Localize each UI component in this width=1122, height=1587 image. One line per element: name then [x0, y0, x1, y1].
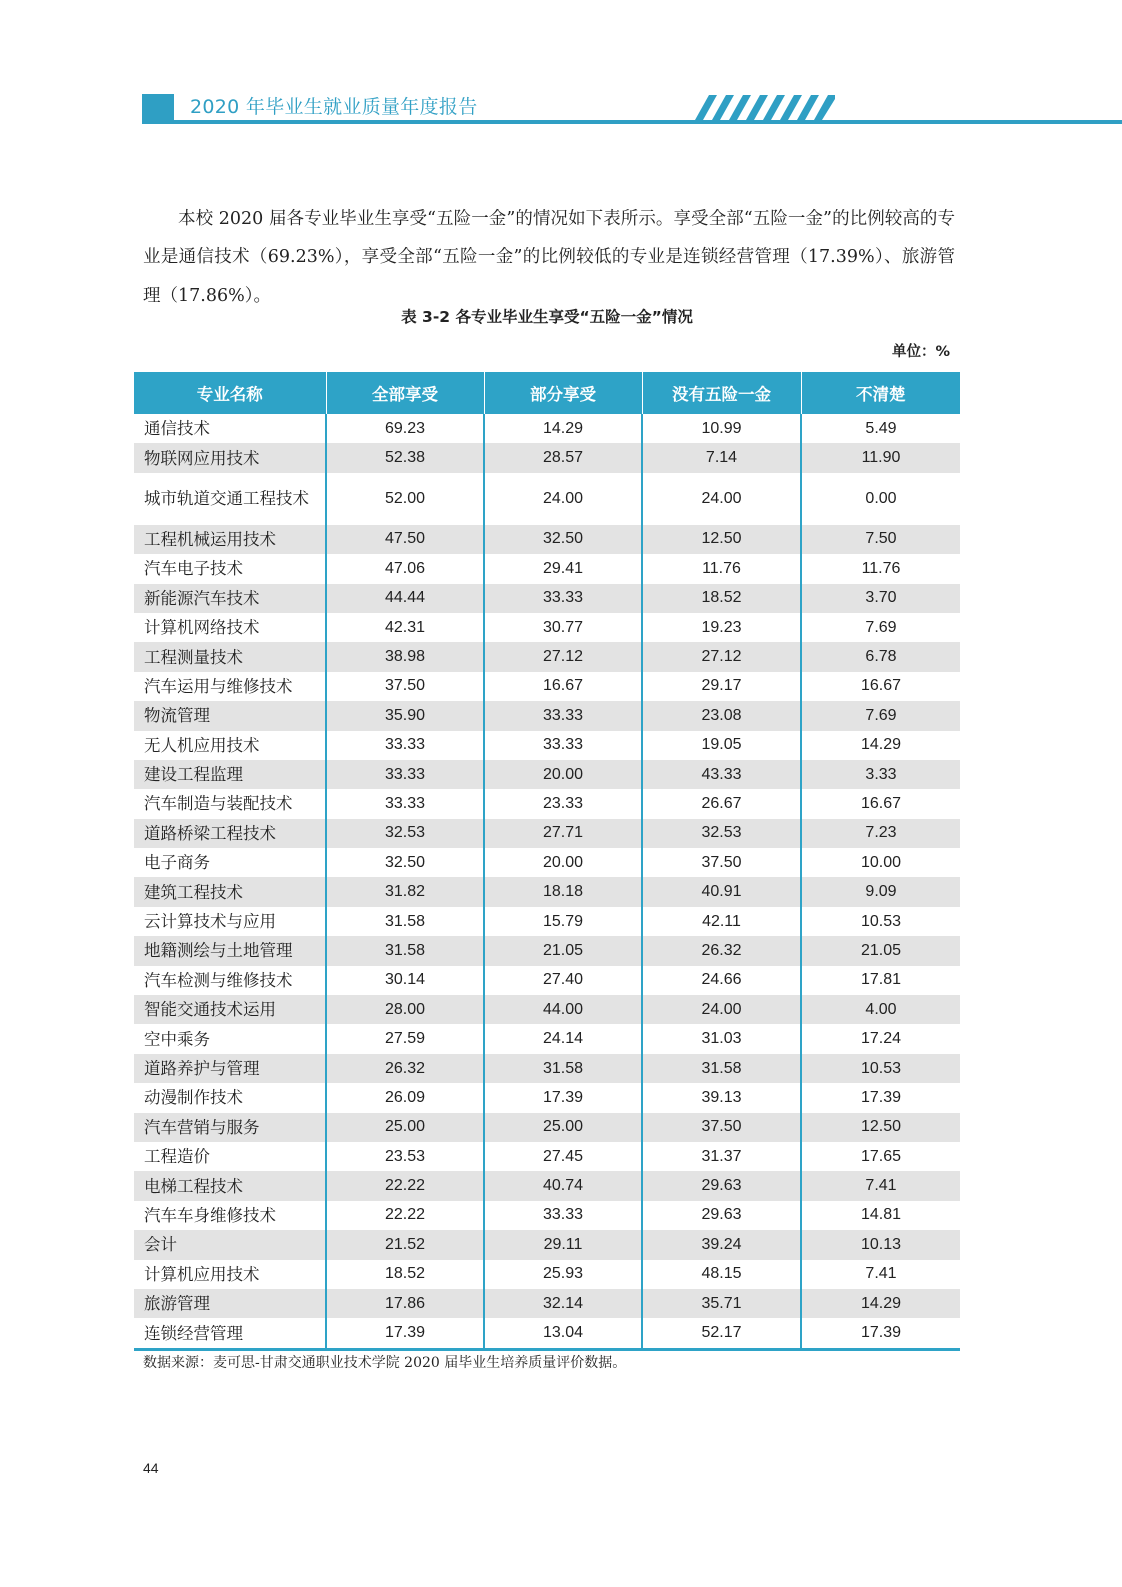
major-name-cell: 智能交通技术运用: [134, 995, 326, 1024]
major-name-cell: 新能源汽车技术: [134, 584, 326, 613]
table-row: [134, 966, 960, 995]
major-name-cell: 建设工程监理: [134, 760, 326, 789]
value-cell: 11.76: [801, 554, 960, 583]
value-cell: 37.50: [642, 1113, 801, 1142]
value-cell: 31.82: [326, 877, 484, 906]
major-name-cell: 汽车电子技术: [144, 559, 243, 579]
table-row: [134, 554, 960, 583]
value-cell: 40.74: [484, 1171, 642, 1200]
value-cell: 21.52: [326, 1230, 484, 1259]
table-row: [134, 642, 960, 671]
value-cell: 29.17: [642, 672, 801, 701]
value-cell: 7.50: [801, 525, 960, 554]
value-cell: 17.39: [326, 1318, 484, 1349]
value-cell: 32.14: [484, 1289, 642, 1318]
value-cell: 39.13: [642, 1083, 801, 1112]
table-row: [134, 848, 960, 877]
value-cell: 17.65: [801, 1142, 960, 1171]
major-name-cell: 空中乘务: [144, 1029, 210, 1049]
header-title: 2020 年毕业生就业质量年度报告: [190, 96, 478, 118]
table-row: [134, 1318, 960, 1349]
table-row: [134, 525, 960, 554]
value-cell: 40.91: [642, 877, 801, 906]
value-cell: 17.24: [801, 1024, 960, 1053]
column-header: 不清楚: [801, 372, 960, 414]
value-cell: 13.04: [484, 1318, 642, 1349]
major-name-cell: 道路养护与管理: [134, 1054, 326, 1083]
table-row: [134, 1230, 960, 1259]
major-name-cell: 工程测量技术: [134, 642, 326, 671]
table-row: [134, 907, 960, 936]
value-cell: 18.52: [642, 584, 801, 613]
value-cell: 27.12: [642, 642, 801, 671]
value-cell: 31.37: [642, 1142, 801, 1171]
major-name-cell: 工程造价: [144, 1147, 210, 1167]
major-name-cell: 连锁经营管理: [134, 1318, 326, 1349]
value-cell: 69.23: [326, 414, 484, 443]
value-cell: 28.00: [326, 995, 484, 1024]
table-row: [134, 1142, 960, 1171]
major-name-cell: 电子商务: [144, 853, 210, 873]
value-cell: 21.05: [801, 936, 960, 965]
value-cell: 14.81: [801, 1201, 960, 1230]
major-name-cell: 电梯工程技术: [134, 1171, 326, 1200]
value-cell: 6.78: [801, 642, 960, 671]
table-row: [134, 414, 960, 443]
value-cell: 52.38: [326, 443, 484, 472]
value-cell: 31.58: [326, 936, 484, 965]
value-cell: 24.14: [484, 1024, 642, 1053]
value-cell: 32.53: [326, 819, 484, 848]
table-row: [134, 760, 960, 789]
value-cell: 7.41: [801, 1171, 960, 1200]
value-cell: 27.45: [484, 1142, 642, 1171]
major-name-cell: 汽车车身维修技术: [144, 1205, 276, 1225]
value-cell: 33.33: [484, 1201, 642, 1230]
value-cell: 47.06: [326, 554, 484, 583]
column-header: 全部享受: [326, 372, 484, 414]
data-source-note: 数据来源：麦可思-甘肃交通职业技术学院 2020 届毕业生培养质量评价数据。: [143, 1355, 627, 1371]
value-cell: 47.50: [326, 525, 484, 554]
header-stripes-decoration: [695, 95, 835, 123]
value-cell: 26.67: [642, 789, 801, 818]
table-row: [134, 1171, 960, 1200]
value-cell: 11.90: [801, 443, 960, 472]
value-cell: 33.33: [326, 789, 484, 818]
major-name-cell: 汽车检测与维修技术: [144, 970, 293, 990]
table-row: [134, 1054, 960, 1083]
value-cell: 21.05: [484, 936, 642, 965]
value-cell: 32.50: [326, 848, 484, 877]
value-cell: 43.33: [642, 760, 801, 789]
table-row: [134, 1201, 960, 1230]
value-cell: 7.69: [801, 613, 960, 642]
major-name-cell: 地籍测绘与土地管理: [134, 936, 326, 965]
insurance-table: [134, 372, 960, 1351]
value-cell: 18.18: [484, 877, 642, 906]
value-cell: 33.33: [326, 760, 484, 789]
value-cell: 24.66: [642, 966, 801, 995]
value-cell: 28.57: [484, 443, 642, 472]
value-cell: 4.00: [801, 995, 960, 1024]
major-name-cell: 计算机网络技术: [144, 618, 260, 638]
value-cell: 29.41: [484, 554, 642, 583]
value-cell: 29.11: [484, 1230, 642, 1259]
value-cell: 32.50: [484, 525, 642, 554]
value-cell: 33.33: [326, 731, 484, 760]
major-name-cell: 动漫制作技术: [144, 1088, 243, 1108]
value-cell: 31.58: [642, 1054, 801, 1083]
value-cell: 33.33: [484, 731, 642, 760]
value-cell: 0.00: [801, 473, 960, 525]
value-cell: 14.29: [801, 1289, 960, 1318]
major-name-cell: 汽车营销与服务: [134, 1113, 326, 1142]
value-cell: 10.13: [801, 1230, 960, 1259]
table-row: [134, 1113, 960, 1142]
value-cell: 24.00: [484, 473, 642, 525]
table-row: [134, 701, 960, 730]
value-cell: 16.67: [801, 672, 960, 701]
value-cell: 11.76: [642, 554, 801, 583]
value-cell: 10.00: [801, 848, 960, 877]
value-cell: 42.11: [642, 907, 801, 936]
table-header-row: [134, 372, 960, 414]
table-row: [134, 443, 960, 472]
value-cell: 27.12: [484, 642, 642, 671]
value-cell: 29.63: [642, 1201, 801, 1230]
value-cell: 37.50: [642, 848, 801, 877]
value-cell: 30.77: [484, 613, 642, 642]
table-row: [134, 1260, 960, 1289]
column-header: 专业名称: [134, 372, 326, 414]
major-name-cell: 通信技术: [144, 419, 210, 439]
value-cell: 20.00: [484, 848, 642, 877]
value-cell: 22.22: [326, 1171, 484, 1200]
value-cell: 44.00: [484, 995, 642, 1024]
value-cell: 52.17: [642, 1318, 801, 1349]
value-cell: 44.44: [326, 584, 484, 613]
major-name-cell: 工程机械运用技术: [134, 525, 326, 554]
table-row: [134, 1083, 960, 1112]
table-row: [134, 731, 960, 760]
value-cell: 23.53: [326, 1142, 484, 1171]
value-cell: 10.99: [642, 414, 801, 443]
value-cell: 22.22: [326, 1201, 484, 1230]
major-name-cell: 云计算技术与应用: [144, 912, 276, 932]
value-cell: 29.63: [642, 1171, 801, 1200]
value-cell: 7.69: [801, 701, 960, 730]
value-cell: 35.90: [326, 701, 484, 730]
table-row: [134, 1024, 960, 1053]
value-cell: 35.71: [642, 1289, 801, 1318]
value-cell: 25.00: [484, 1113, 642, 1142]
value-cell: 19.05: [642, 731, 801, 760]
value-cell: 12.50: [801, 1113, 960, 1142]
table-row: [134, 613, 960, 642]
table-row: [134, 473, 960, 525]
value-cell: 26.32: [642, 936, 801, 965]
value-cell: 10.53: [801, 1054, 960, 1083]
value-cell: 5.49: [801, 414, 960, 443]
major-name-cell: 汽车制造与装配技术: [144, 794, 293, 814]
value-cell: 33.33: [484, 701, 642, 730]
table-row: [134, 1289, 960, 1318]
value-cell: 24.00: [642, 995, 801, 1024]
value-cell: 30.14: [326, 966, 484, 995]
major-name-cell: 会计: [134, 1230, 326, 1259]
page-number: 44: [143, 1460, 159, 1476]
major-name-cell: 物流管理: [134, 701, 326, 730]
value-cell: 18.52: [326, 1260, 484, 1289]
value-cell: 32.53: [642, 819, 801, 848]
value-cell: 27.40: [484, 966, 642, 995]
value-cell: 26.09: [326, 1083, 484, 1112]
value-cell: 7.23: [801, 819, 960, 848]
value-cell: 23.33: [484, 789, 642, 818]
value-cell: 12.50: [642, 525, 801, 554]
major-name-cell: 建筑工程技术: [134, 877, 326, 906]
table-row: [134, 584, 960, 613]
column-header: 部分享受: [484, 372, 642, 414]
value-cell: 7.14: [642, 443, 801, 472]
intro-paragraph: 本校 2020 届各专业毕业生享受“五险一金”的情况如下表所示。享受全部“五险一金”的比例较高的专业是通信技术（69.23%），享受全部“五险一金”的比例较低的专业是连锁经营管理（17.39%）、旅游管理（17.86%）。: [143, 208, 955, 306]
value-cell: 42.31: [326, 613, 484, 642]
value-cell: 52.00: [326, 473, 484, 525]
value-cell: 31.58: [484, 1054, 642, 1083]
value-cell: 10.53: [801, 907, 960, 936]
table-row: [134, 819, 960, 848]
value-cell: 17.86: [326, 1289, 484, 1318]
value-cell: 23.08: [642, 701, 801, 730]
major-name-cell: 道路桥梁工程技术: [134, 819, 326, 848]
value-cell: 19.23: [642, 613, 801, 642]
major-name-cell: 旅游管理: [134, 1289, 326, 1318]
value-cell: 39.24: [642, 1230, 801, 1259]
table-row: [134, 789, 960, 818]
table-row: [134, 877, 960, 906]
value-cell: 20.00: [484, 760, 642, 789]
table-title: 表 3-2 各专业毕业生享受“五险一金”情况: [401, 308, 693, 326]
value-cell: 27.71: [484, 819, 642, 848]
value-cell: 17.39: [801, 1318, 960, 1349]
major-name-cell: 无人机应用技术: [144, 735, 260, 755]
header-rule: [142, 120, 1122, 124]
value-cell: 14.29: [801, 731, 960, 760]
major-name-cell: 计算机应用技术: [144, 1264, 260, 1284]
value-cell: 26.32: [326, 1054, 484, 1083]
value-cell: 17.81: [801, 966, 960, 995]
value-cell: 3.70: [801, 584, 960, 613]
value-cell: 37.50: [326, 672, 484, 701]
value-cell: 16.67: [801, 789, 960, 818]
value-cell: 25.00: [326, 1113, 484, 1142]
table-row: [134, 672, 960, 701]
value-cell: 16.67: [484, 672, 642, 701]
column-header: 没有五险一金: [642, 372, 801, 414]
value-cell: 48.15: [642, 1260, 801, 1289]
value-cell: 33.33: [484, 584, 642, 613]
major-name-cell: 城市轨道交通工程技术: [144, 489, 309, 509]
table-row: [134, 936, 960, 965]
value-cell: 24.00: [642, 473, 801, 525]
value-cell: 17.39: [801, 1083, 960, 1112]
unit-label: 单位：%: [891, 344, 950, 360]
value-cell: 3.33: [801, 760, 960, 789]
value-cell: 27.59: [326, 1024, 484, 1053]
value-cell: 25.93: [484, 1260, 642, 1289]
value-cell: 31.03: [642, 1024, 801, 1053]
value-cell: 15.79: [484, 907, 642, 936]
value-cell: 17.39: [484, 1083, 642, 1112]
value-cell: 7.41: [801, 1260, 960, 1289]
table-row: [134, 995, 960, 1024]
value-cell: 9.09: [801, 877, 960, 906]
major-name-cell: 物联网应用技术: [134, 443, 326, 472]
value-cell: 31.58: [326, 907, 484, 936]
major-name-cell: 汽车运用与维修技术: [144, 676, 293, 696]
value-cell: 38.98: [326, 642, 484, 671]
value-cell: 14.29: [484, 414, 642, 443]
